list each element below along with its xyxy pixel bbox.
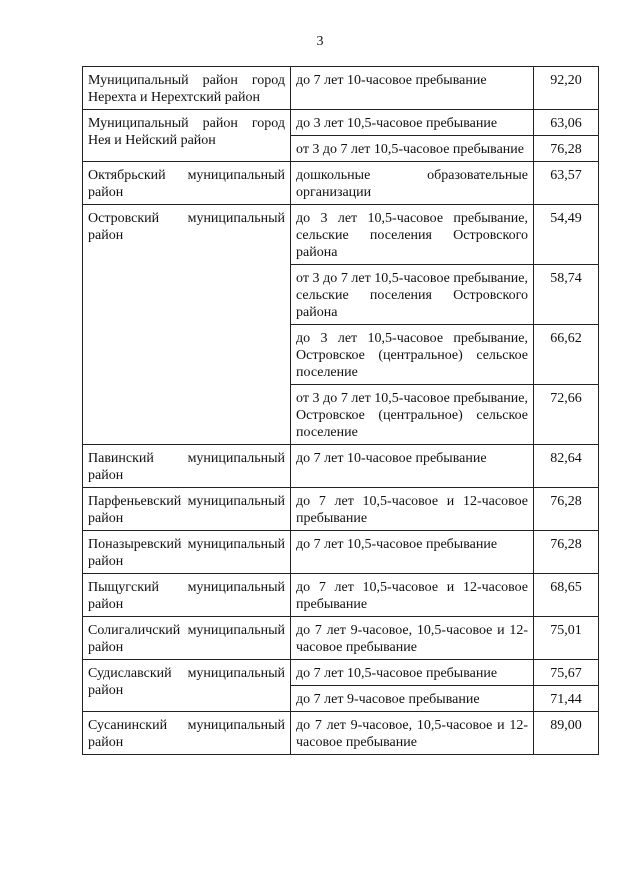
district-cell: Островский муниципальный район (83, 205, 291, 445)
district-cell: Сусанинский муниципальный район (83, 712, 291, 755)
district-cell: Судиславский муниципальный район (83, 660, 291, 712)
tariff-table (82, 66, 599, 755)
value-cell: 75,01 (534, 617, 599, 660)
district-cell: Пыщугский муниципальный район (83, 574, 291, 617)
condition-cell: до 7 лет 10-часовое пребывание (291, 445, 534, 488)
table-row (83, 488, 599, 531)
value-cell: 75,67 (534, 660, 599, 686)
condition-cell: до 3 лет 10,5-часовое пребывание, Островское (центральное) сельское поселение (291, 325, 534, 385)
condition-cell: от 3 до 7 лет 10,5-часовое пребывание, сельские поселения Островского района (291, 265, 534, 325)
table-row (83, 67, 599, 110)
condition-cell: дошкольные образовательные организации (291, 162, 534, 205)
page-number: 3 (316, 34, 324, 49)
table-row (83, 531, 599, 574)
value-cell: 63,57 (534, 162, 599, 205)
district-cell: Парфеньевский муниципальный район (83, 488, 291, 531)
table-row (83, 712, 599, 755)
district-cell: Муниципальный район город Нея и Нейский район (83, 110, 291, 162)
table-row (83, 574, 599, 617)
value-cell: 76,28 (534, 136, 599, 162)
condition-cell: до 7 лет 10,5-часовое и 12-часовое пребывание (291, 488, 534, 531)
table-row (83, 617, 599, 660)
value-cell: 68,65 (534, 574, 599, 617)
condition-cell: до 7 лет 9-часовое, 10,5-часовое и 12-часовое пребывание (291, 712, 534, 755)
condition-cell: до 7 лет 9-часовое, 10,5-часовое и 12-часовое пребывание (291, 617, 534, 660)
district-cell: Октябрьский муниципальный район (83, 162, 291, 205)
table-row (83, 205, 599, 265)
condition-cell: до 7 лет 10,5-часовое пребывание (291, 660, 534, 686)
value-cell: 66,62 (534, 325, 599, 385)
table-row (83, 660, 599, 686)
condition-cell: до 7 лет 10-часовое пребывание (291, 67, 534, 110)
value-cell: 54,49 (534, 205, 599, 265)
district-cell: Павинский муниципальный район (83, 445, 291, 488)
value-cell: 58,74 (534, 265, 599, 325)
value-cell: 63,06 (534, 110, 599, 136)
value-cell: 89,00 (534, 712, 599, 755)
condition-cell: до 7 лет 9-часовое пребывание (291, 686, 534, 712)
table-row (83, 445, 599, 488)
condition-cell: до 7 лет 10,5-часовое пребывание (291, 531, 534, 574)
value-cell: 82,64 (534, 445, 599, 488)
condition-cell: от 3 до 7 лет 10,5-часовое пребывание (291, 136, 534, 162)
district-cell: Муниципальный район город Нерехта и Нерехтский район (83, 67, 291, 110)
condition-cell: от 3 до 7 лет 10,5-часовое пребывание, Островское (центральное) сельское поселение (291, 385, 534, 445)
value-cell: 92,20 (534, 67, 599, 110)
condition-cell: до 7 лет 10,5-часовое и 12-часовое пребывание (291, 574, 534, 617)
value-cell: 71,44 (534, 686, 599, 712)
value-cell: 76,28 (534, 488, 599, 531)
table-row (83, 110, 599, 136)
value-cell: 72,66 (534, 385, 599, 445)
condition-cell: до 3 лет 10,5-часовое пребывание (291, 110, 534, 136)
table-row (83, 162, 599, 205)
district-cell: Поназыревский муниципальный район (83, 531, 291, 574)
condition-cell: до 3 лет 10,5-часовое пребывание, сельские поселения Островского района (291, 205, 534, 265)
value-cell: 76,28 (534, 531, 599, 574)
district-cell: Солигаличский муниципальный район (83, 617, 291, 660)
